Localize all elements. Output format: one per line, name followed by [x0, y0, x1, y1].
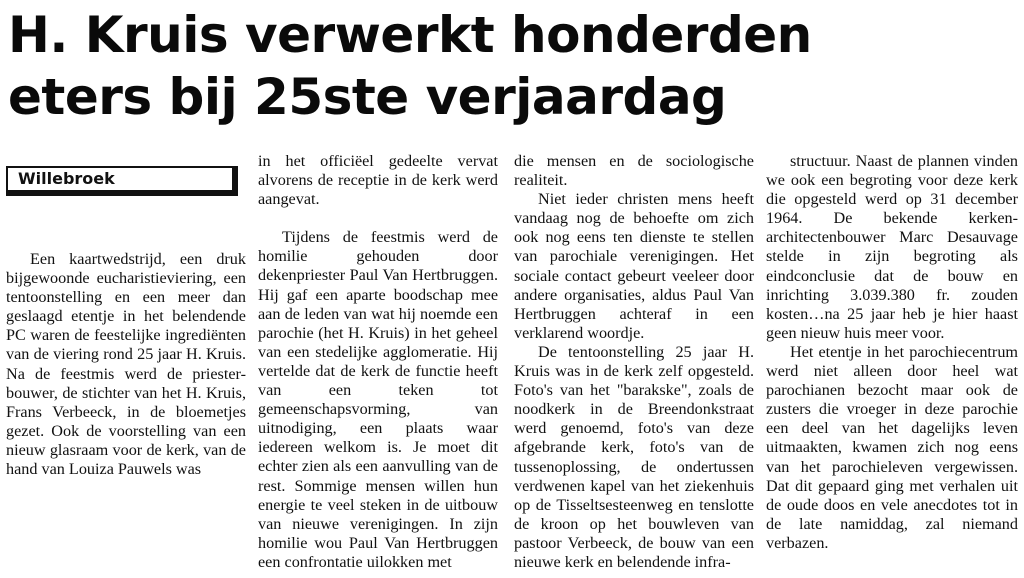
paragraph: Het etentje in het parochiecentrum werd niet alleen door heel wat parochianen bezocht maar ook de zusters die vroeger in deze parochie een deel van het dagelijks leven uitmaakten, kwamen zich nog eens van het parochieleven vergewissen. Dat dit gepaard ging met verhalen uit de oude doos en vele anecdotes tot in de late namiddag, zal niemand verbazen.: [766, 342, 1018, 552]
headline-line-1: H. Kruis verwerkt honderden: [8, 6, 812, 64]
paragraph: Een kaartwedstrijd, een druk bijgewoonde eucharistieviering, een tentoonstelling en een meer dan geslaagd etentje in het belendende PC waren de feestelijke ingrediënten van de viering rond 25 jaar H. Kruis. Na de feestmis werd de priester-bouwer, de stichter van het H. Kruis, Frans Verbeeck, in de bloemetjes gezet. Ook de voorstelling van een nieuw glasraam voor de kerk, van de hand van Louiza Pauwels was: [6, 250, 246, 479]
paragraph: Niet ieder christen mens heeft vandaag nog de behoefte om zich ook nog eens ten dienste te stellen van parochiale verenigingen. Het sociale contact gebeurt veeleer door andere organisaties, aldus Paul Van Hertbruggen achteraf in een verklarend woordje.: [514, 190, 754, 342]
paragraph: die mensen en de sociologische realiteit.: [514, 152, 754, 190]
paragraph: in het officiëel gedeelte vervat alvorens de receptie in de kerk werd aangevat.: [258, 152, 498, 209]
paragraph: De tentoonstelling 25 jaar H. Kruis was in de kerk zelf opgesteld. Foto's van het "barakske", zoals de noodkerk in de Breendonkstraat werd genoemd, foto's van deze afgebrande kerk, foto's van de tussenoplossing, de ondertussen verdwenen kapel van het ziekenhuis op de Tisseltsesteenweg en tenslotte de kroon op het bouwleven van pastoor Verbeeck, de bouw van een nieuwe kerk en belendende infra-: [514, 342, 754, 571]
headline-line-2: eters bij 25ste verjaardag: [8, 68, 727, 126]
column-1: [6, 152, 246, 479]
column-3: [514, 152, 754, 572]
dateline-box: [6, 166, 234, 192]
column-2: [258, 152, 498, 572]
paragraph: structuur. Naast de plannen vinden we ook een begroting voor deze kerk die opgesteld werd op 31 december 1964. De bekende kerken-architectenbouwer Marc Desauvage stelde in zijn begroting als eindconclusie dat de bouw en inrichting 3.039.380 fr. zouden kosten…na 25 jaar heb je hier haast geen nieuw huis meer voor.: [766, 152, 1018, 342]
headline: [8, 4, 1018, 128]
paragraph: Tijdens de feestmis werd de homilie gehouden door dekenpriester Paul Van Hertbruggen. Hij gaf een aparte boodschap mee aan de leden van wat hij noemde een parochie (het H. Kruis) in het geheel van een stedelijke agglomeratie. Hij vertelde dat de kerk de functie heeft van een teken tot gemeenschapsvorming, van uitnodiging, een plaats waar iedereen welkom is. Je moet dit echter zien als een aanvulling van de rest. Sommige mensen willen hun energie te veel steken in de uitbouw van nieuwe verenigingen. In zijn homilie wou Paul Van Hertbruggen een confrontatie uilokken met: [258, 228, 498, 571]
column-4: [766, 152, 1018, 553]
article-body: [0, 152, 1024, 578]
dateline-label: Willebroek: [18, 169, 115, 188]
